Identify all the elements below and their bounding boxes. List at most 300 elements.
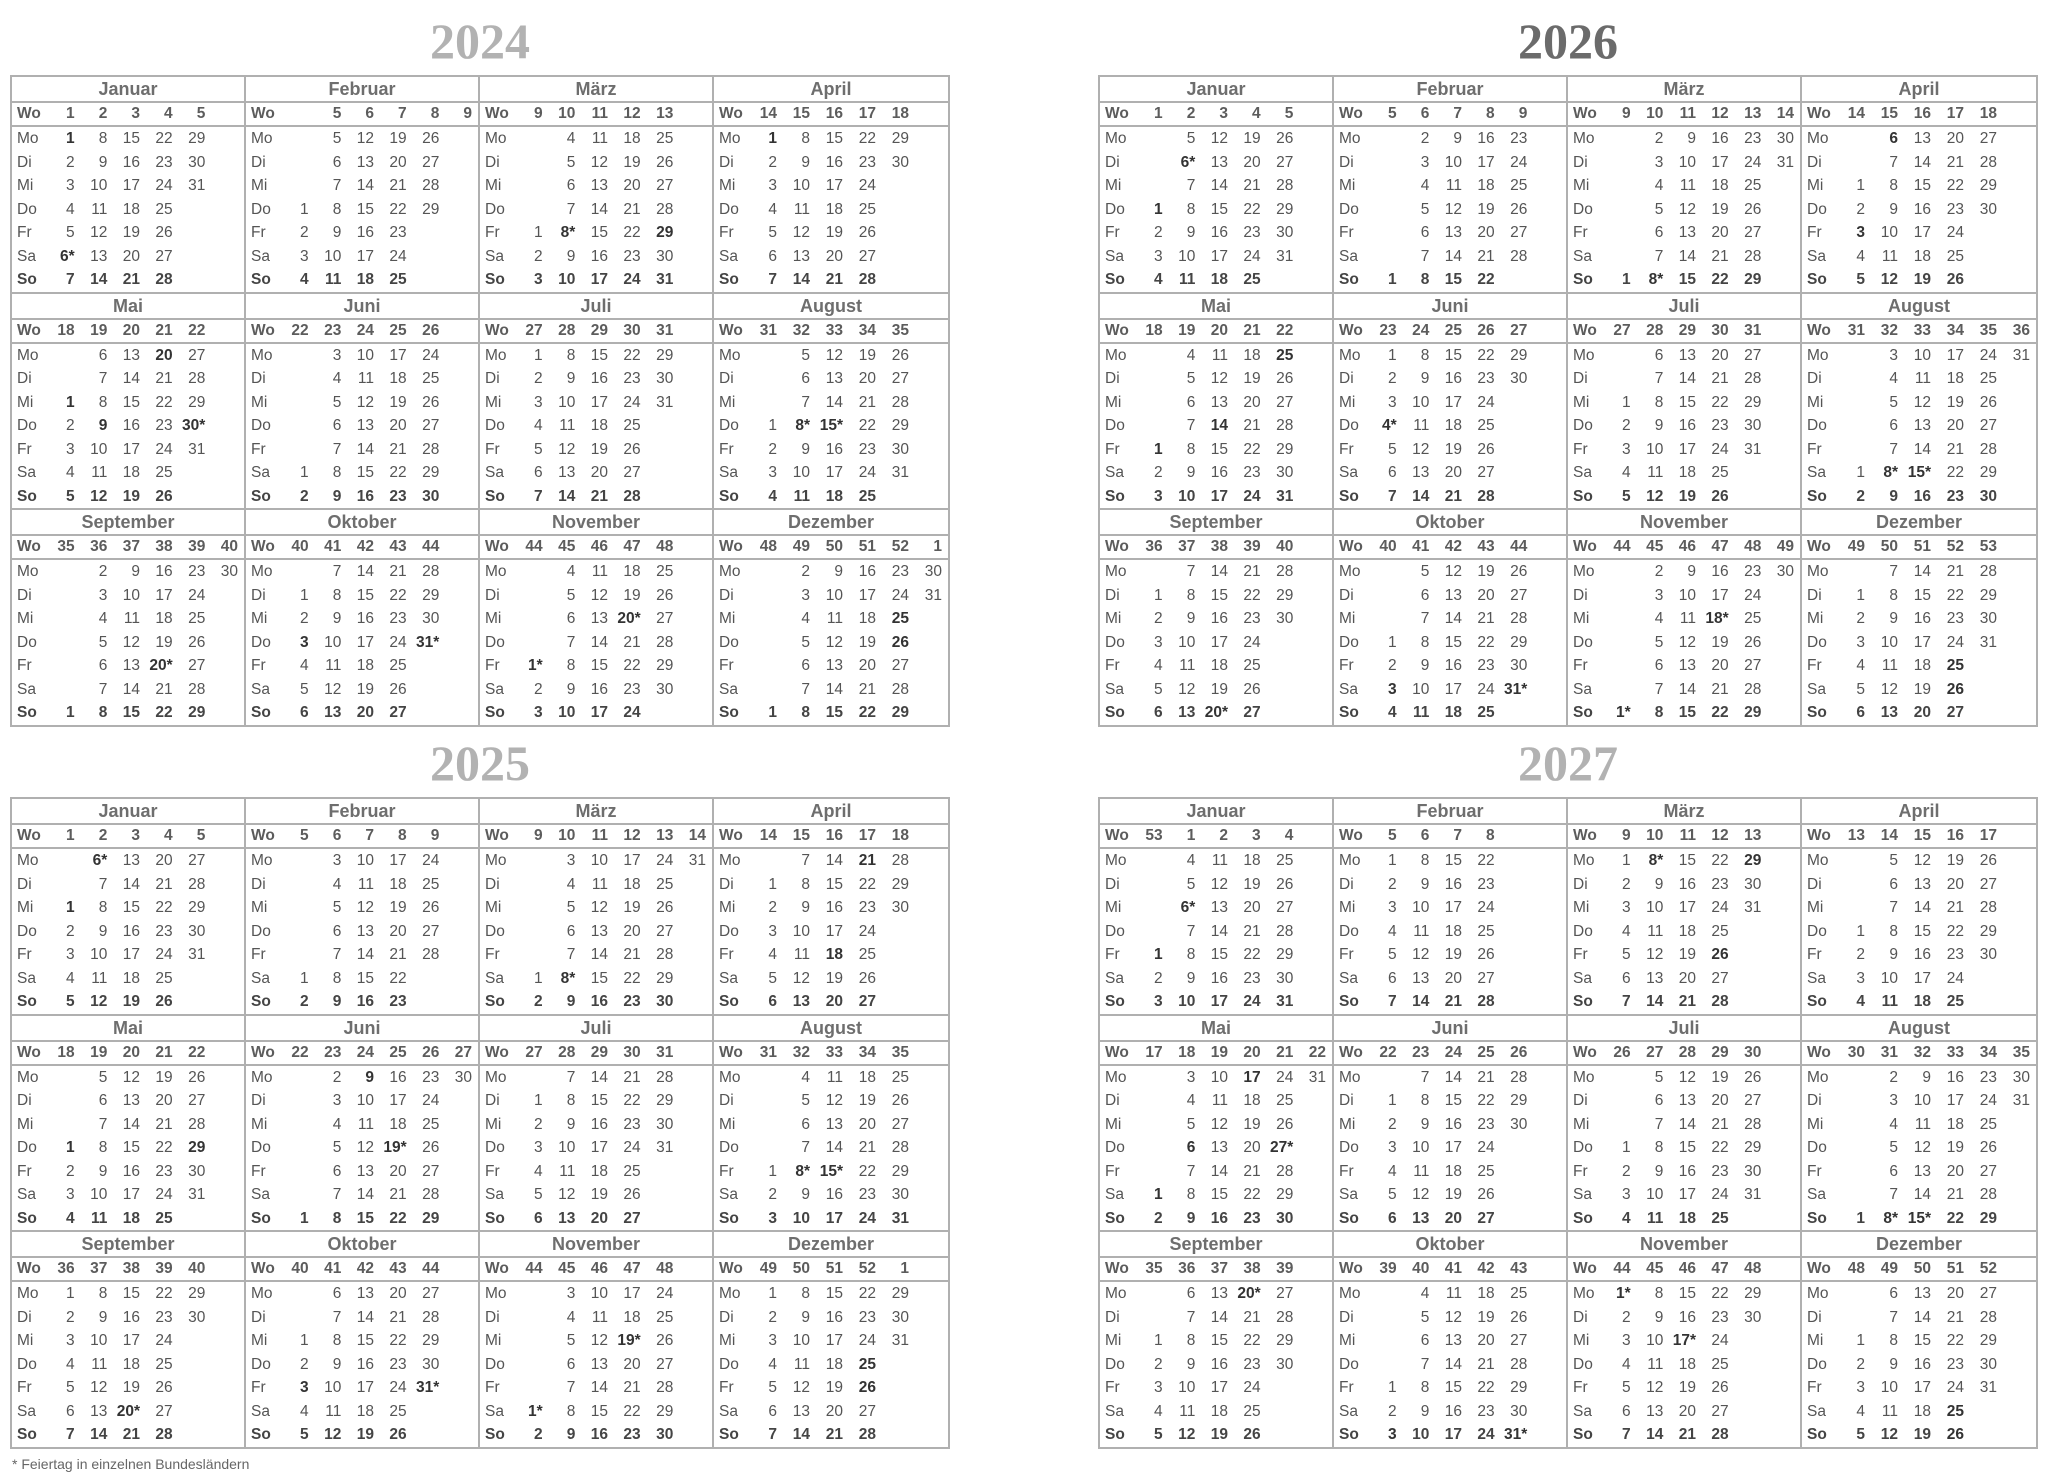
day-cell: 6 (768, 993, 777, 1010)
weekday-label: Sa (1807, 680, 1826, 698)
day-cell: 23 (1477, 657, 1495, 674)
day-cell: 27 (389, 704, 407, 721)
weekday-label: Sa (1339, 969, 1358, 987)
weekday-label: Mi (251, 177, 268, 194)
day-cell (1501, 920, 1534, 944)
day-cell: 12 (122, 633, 140, 651)
day-cell (1767, 1282, 1800, 1306)
day-cell (211, 1353, 244, 1377)
day-cell: 5 (1622, 946, 1631, 963)
weekday-label: Mi (1105, 177, 1122, 194)
week-number: 33 (1946, 1043, 1964, 1061)
day-cell: 13 (1444, 224, 1462, 241)
day-cell: 19 (356, 680, 374, 698)
day-cell (915, 1183, 948, 1207)
day-cell: 28 (656, 633, 674, 651)
weekday-label: Di (1339, 370, 1354, 387)
day-cell (445, 584, 478, 608)
weekday-row (714, 1282, 948, 1306)
day-cell: 30 (1979, 1355, 1997, 1373)
day-cell: 6 (1622, 969, 1631, 987)
day-cell (750, 1136, 783, 1160)
day-cell: 22 (623, 969, 641, 987)
holiday-date: 8* (560, 224, 576, 241)
day-cell: 27 (188, 346, 206, 364)
weekday-label: Fr (1573, 440, 1588, 458)
holiday-date: 27* (1270, 1139, 1294, 1156)
day-cell: 10 (825, 586, 843, 604)
weekday-label: Di (719, 370, 734, 387)
day-cell: 8 (1420, 271, 1430, 288)
day-cell: 10 (122, 586, 140, 604)
weekday-label: Mo (1105, 1285, 1127, 1302)
day-cell: 29 (188, 1285, 206, 1302)
day-cell: 20 (1711, 657, 1729, 674)
day-cell: 4 (768, 200, 777, 218)
day-cell: 26 (1243, 680, 1261, 698)
weekday-row (12, 1329, 244, 1353)
week-number: 50 (1880, 538, 1898, 555)
weekday-label: Sa (251, 247, 270, 265)
day-cell (1267, 654, 1300, 678)
weekday-label: Do (251, 922, 271, 940)
day-cell (1299, 221, 1332, 245)
day-cell: 27 (656, 177, 674, 194)
day-cell: 27 (422, 1285, 440, 1302)
month-april (1802, 799, 2036, 1016)
weekday-label: Mo (1105, 563, 1127, 580)
holiday-date: 25 (1276, 346, 1294, 364)
day-cell (282, 1066, 315, 1090)
weekday-row (480, 367, 712, 391)
day-cell (1735, 1423, 1768, 1447)
day-cell: 17 (590, 1139, 608, 1156)
day-cell: 3 (566, 852, 576, 869)
day-cell: 28 (155, 1426, 173, 1443)
week-number: 19 (90, 321, 108, 339)
week-number: 45 (558, 1260, 576, 1277)
day-cell: 11 (591, 875, 608, 893)
weekday-row (1568, 1376, 1800, 1400)
day-cell (1299, 967, 1332, 991)
day-cell: 14 (590, 1379, 608, 1396)
day-cell: 27 (1744, 1092, 1762, 1109)
month-name: Juni (343, 295, 381, 316)
weekday-row (1334, 1353, 1566, 1377)
day-cell (679, 920, 712, 944)
day-cell (679, 1113, 712, 1137)
day-cell: 25 (1711, 1355, 1729, 1373)
week-number: 17 (1946, 105, 1964, 122)
day-cell: 16 (122, 922, 140, 940)
weekday-label: Do (1807, 922, 1827, 940)
holiday-date: 21 (858, 852, 876, 869)
day-cell: 22 (1243, 200, 1261, 218)
day-cell: 6 (332, 153, 342, 171)
day-cell (516, 1066, 549, 1090)
weekday-row (1802, 1089, 2036, 1113)
day-cell: 28 (1276, 1162, 1294, 1180)
day-cell (915, 1306, 948, 1330)
day-cell: 24 (1510, 153, 1528, 171)
weekday-label: Fr (17, 1162, 32, 1180)
day-cell: 15 (1678, 393, 1696, 411)
week-number-row (480, 534, 712, 560)
day-cell: 7 (566, 1068, 576, 1086)
day-cell: 18 (1913, 657, 1931, 674)
day-cell: 8 (1186, 1186, 1196, 1203)
day-cell: 3 (1622, 440, 1631, 458)
week-number: 28 (558, 321, 576, 339)
day-cell: 22 (155, 1285, 173, 1302)
day-cell: 20 (1711, 224, 1729, 241)
week-number (1299, 536, 1332, 558)
day-cell: 12 (90, 224, 108, 241)
day-cell: 19 (1913, 680, 1931, 698)
day-cell (1136, 344, 1169, 368)
day-cell: 6 (1889, 417, 1898, 434)
day-cell: 1 (300, 200, 309, 218)
week-number: 29 (590, 1043, 608, 1061)
day-cell (1767, 1353, 1800, 1377)
day-cell: 30 (891, 1308, 909, 1326)
day-cell: 5 (534, 440, 543, 458)
day-cell: 6 (534, 464, 543, 481)
year-calendar-2024 (10, 13, 950, 727)
day-cell (1299, 896, 1332, 920)
week-number: 38 (1210, 538, 1228, 555)
day-cell (516, 174, 549, 198)
day-cell (211, 584, 244, 608)
weekday-row (714, 1089, 948, 1113)
day-cell: 6 (801, 370, 810, 387)
day-cell: 16 (825, 153, 843, 171)
day-cell (48, 873, 81, 897)
day-cell: 17 (1444, 1139, 1462, 1156)
day-cell: 29 (1510, 633, 1528, 651)
month-name: November (551, 1234, 641, 1254)
day-cell (1299, 391, 1332, 415)
week-number: 42 (1477, 1260, 1495, 1277)
day-cell: 31 (2012, 1092, 2030, 1109)
day-cell: 12 (1444, 1308, 1462, 1326)
day-cell (1735, 1329, 1768, 1353)
day-cell: 26 (1477, 440, 1495, 458)
day-cell (2003, 1207, 2036, 1231)
week-number: 40 (220, 538, 238, 555)
week-number: 1 (1186, 827, 1196, 844)
day-cell (516, 943, 549, 967)
day-cell: 17 (1477, 153, 1495, 171)
day-cell: 30 (656, 1426, 674, 1443)
day-cell: 21 (1711, 247, 1729, 265)
day-cell: 18 (122, 200, 140, 218)
weekday-row (1568, 174, 1800, 198)
day-cell: 21 (389, 177, 407, 194)
month-name: Mai (1200, 295, 1231, 316)
week-number-row (1802, 1256, 2036, 1282)
day-cell: 27 (1276, 393, 1294, 411)
holiday-date: 29 (656, 224, 674, 241)
day-cell (1299, 1207, 1332, 1231)
weekday-label: Sa (1105, 1402, 1124, 1420)
day-cell (413, 967, 446, 991)
holiday-footnote: * Feiertag in einzelnen Bundesländern (12, 1456, 250, 1472)
day-cell: 19 (1678, 946, 1696, 963)
day-cell: 10 (792, 177, 810, 194)
day-cell: 13 (1913, 1162, 1931, 1180)
day-cell: 18 (1243, 346, 1261, 364)
day-cell: 28 (1276, 563, 1294, 580)
day-cell: 5 (1388, 1186, 1397, 1203)
day-cell: 1 (1388, 1379, 1397, 1396)
day-cell: 18 (1444, 922, 1462, 940)
weekday-label: Mo (1807, 1285, 1829, 1302)
day-cell (1767, 1136, 1800, 1160)
day-cell (1299, 438, 1332, 462)
day-cell: 22 (389, 464, 407, 481)
day-cell: 18 (1678, 1209, 1696, 1227)
day-cell: 22 (1477, 852, 1495, 869)
weekday-label: Mo (719, 563, 741, 580)
day-cell: 18 (825, 200, 843, 218)
day-cell: 30 (454, 1068, 472, 1086)
day-cell: 12 (1210, 370, 1228, 387)
day-cell (679, 584, 712, 608)
day-cell: 19 (858, 633, 876, 651)
week-number-row (1568, 534, 1800, 560)
day-cell: 6 (566, 1355, 576, 1373)
day-cell: 3 (768, 1209, 777, 1227)
day-cell: 27 (1979, 1162, 1997, 1180)
holiday-date: 29 (1744, 852, 1762, 869)
day-cell: 20 (1477, 586, 1495, 604)
day-cell: 8 (1186, 1332, 1196, 1349)
day-cell (1370, 221, 1403, 245)
weekday-row (1802, 1376, 2036, 1400)
day-cell: 2 (1856, 946, 1865, 963)
month-name: Januar (1186, 79, 1246, 99)
day-cell (1604, 151, 1637, 175)
weekday-label: So (1807, 271, 1827, 288)
week-number-row (1100, 823, 1332, 849)
week-number: 18 (891, 105, 909, 122)
month-name: Oktober (1415, 512, 1485, 532)
weekday-row (480, 1089, 712, 1113)
day-cell: 8 (332, 1332, 342, 1349)
week-number-row (246, 101, 478, 127)
week-number: 11 (591, 105, 608, 122)
day-cell: 23 (1744, 130, 1762, 147)
weekday-row (1100, 198, 1332, 222)
day-cell: 28 (1276, 1308, 1294, 1326)
day-cell: 27 (1744, 346, 1762, 364)
day-cell: 8 (801, 130, 810, 147)
week-number: 36 (2012, 321, 2030, 339)
day-cell: 29 (656, 657, 674, 674)
week-number: 25 (389, 321, 407, 339)
day-cell: 19 (858, 1092, 876, 1109)
holiday-date: 25 (1946, 1402, 1964, 1420)
week-label: Wo (719, 1260, 743, 1277)
weekday-row (1334, 198, 1566, 222)
week-number: 16 (825, 827, 843, 844)
weekday-label: Sa (1339, 1402, 1358, 1420)
weekday-row (714, 461, 948, 485)
day-cell: 11 (793, 487, 810, 505)
weekday-row (12, 1113, 244, 1137)
day-cell: 22 (858, 417, 876, 434)
week-number: 9 (430, 827, 440, 844)
day-cell: 16 (1210, 1355, 1228, 1373)
day-cell (2003, 221, 2036, 245)
day-cell (282, 873, 315, 897)
weekday-row (1100, 967, 1332, 991)
weekday-row (480, 1376, 712, 1400)
day-cell: 24 (155, 1332, 173, 1349)
day-cell: 29 (422, 200, 440, 218)
day-cell: 18 (389, 875, 407, 893)
day-cell (1767, 967, 1800, 991)
day-cell (679, 607, 712, 631)
weekday-label: Do (485, 200, 505, 218)
weekday-label: Di (251, 153, 266, 171)
day-cell: 7 (1388, 993, 1397, 1010)
week-number: 20 (1243, 1043, 1261, 1061)
day-cell (1767, 461, 1800, 485)
day-cell: 7 (1186, 177, 1196, 194)
day-cell (179, 1329, 212, 1353)
weekday-label: Mi (251, 1332, 268, 1349)
day-cell: 4 (1388, 704, 1397, 721)
day-cell: 24 (1243, 633, 1261, 651)
month-oktober (246, 1232, 480, 1447)
day-cell: 11 (1179, 1402, 1196, 1420)
day-cell: 20 (389, 922, 407, 940)
day-cell: 27 (858, 993, 876, 1010)
day-cell: 23 (858, 153, 876, 171)
day-cell: 26 (656, 899, 674, 916)
day-cell: 16 (356, 610, 374, 627)
day-cell: 6 (332, 1285, 342, 1302)
day-cell: 20 (155, 1092, 173, 1109)
month-september (1100, 510, 1334, 725)
week-number: 18 (891, 827, 909, 844)
day-cell: 9 (1420, 1402, 1430, 1420)
day-cell: 10 (1880, 224, 1898, 241)
weekday-row (1568, 1306, 1800, 1330)
day-cell: 19 (1711, 1068, 1729, 1086)
day-cell (1767, 654, 1800, 678)
week-number: 18 (57, 1043, 75, 1061)
weekday-row (1334, 461, 1566, 485)
holiday-date: 26 (1946, 1426, 1964, 1443)
day-cell: 3 (768, 177, 777, 194)
day-cell (445, 1423, 478, 1447)
weekday-label: Mo (251, 130, 273, 147)
day-cell (211, 221, 244, 245)
day-cell (1533, 631, 1566, 655)
week-label: Wo (485, 1043, 509, 1061)
weekday-label: Sa (251, 1402, 270, 1420)
week-number: 23 (324, 321, 342, 339)
day-cell: 17 (1210, 993, 1228, 1010)
week-number: 48 (656, 1260, 674, 1277)
day-cell: 4 (768, 946, 777, 963)
day-cell: 17 (356, 633, 374, 651)
day-cell (1533, 678, 1566, 702)
day-cell: 16 (1946, 1068, 1964, 1086)
month-name: April (810, 79, 852, 99)
day-cell (445, 873, 478, 897)
weekday-label: Mo (1339, 130, 1361, 147)
weekday-row (1100, 1306, 1332, 1330)
week-number: 47 (623, 538, 641, 555)
day-cell: 18 (1913, 1402, 1931, 1420)
day-cell: 10 (1412, 899, 1430, 916)
day-cell (2003, 967, 2036, 991)
week-label: Wo (1573, 1260, 1597, 1277)
day-cell: 16 (1678, 875, 1696, 893)
day-cell (1767, 678, 1800, 702)
day-cell: 3 (1889, 346, 1898, 364)
day-cell: 28 (188, 370, 206, 387)
weekday-label: Fr (1339, 224, 1354, 241)
weekday-label: Mi (251, 1115, 268, 1133)
week-label: Wo (251, 827, 275, 844)
day-cell (679, 221, 712, 245)
weekday-row (1568, 344, 1800, 368)
day-cell: 29 (1510, 1092, 1528, 1109)
day-cell: 22 (1946, 464, 1964, 481)
day-cell: 22 (1243, 1186, 1261, 1203)
day-cell: 20 (825, 993, 843, 1010)
week-number: 52 (1979, 1260, 1997, 1277)
weekday-row (714, 1160, 948, 1184)
month-name: Mai (1200, 1017, 1231, 1038)
day-cell: 18 (356, 271, 374, 288)
day-cell (1533, 920, 1566, 944)
weekday-row (12, 967, 244, 991)
weekday-row (480, 1113, 712, 1137)
weekday-row (1100, 990, 1332, 1014)
weekday-row (1802, 391, 2036, 415)
day-cell (179, 967, 212, 991)
day-cell: 2 (534, 1115, 543, 1133)
day-cell (915, 344, 948, 368)
day-cell (1735, 1400, 1768, 1424)
day-cell: 24 (1744, 153, 1762, 171)
day-cell (1970, 245, 2003, 269)
day-cell (1299, 849, 1332, 873)
weekday-row (246, 1329, 478, 1353)
day-cell (915, 849, 948, 873)
day-cell: 17 (590, 271, 608, 288)
day-cell: 10 (1646, 1332, 1664, 1349)
day-cell (445, 1306, 478, 1330)
day-cell: 16 (1678, 417, 1696, 434)
day-cell: 7 (1186, 922, 1196, 940)
weekday-row (1802, 920, 2036, 944)
weekday-row (1568, 198, 1800, 222)
day-cell: 19 (122, 487, 140, 505)
week-number: 51 (858, 538, 876, 555)
day-cell: 16 (825, 1186, 843, 1203)
weekday-row (1802, 1207, 2036, 1231)
weekday-label: Sa (1339, 247, 1358, 265)
year-grid (10, 797, 950, 1449)
week-number: 46 (1678, 1260, 1696, 1277)
